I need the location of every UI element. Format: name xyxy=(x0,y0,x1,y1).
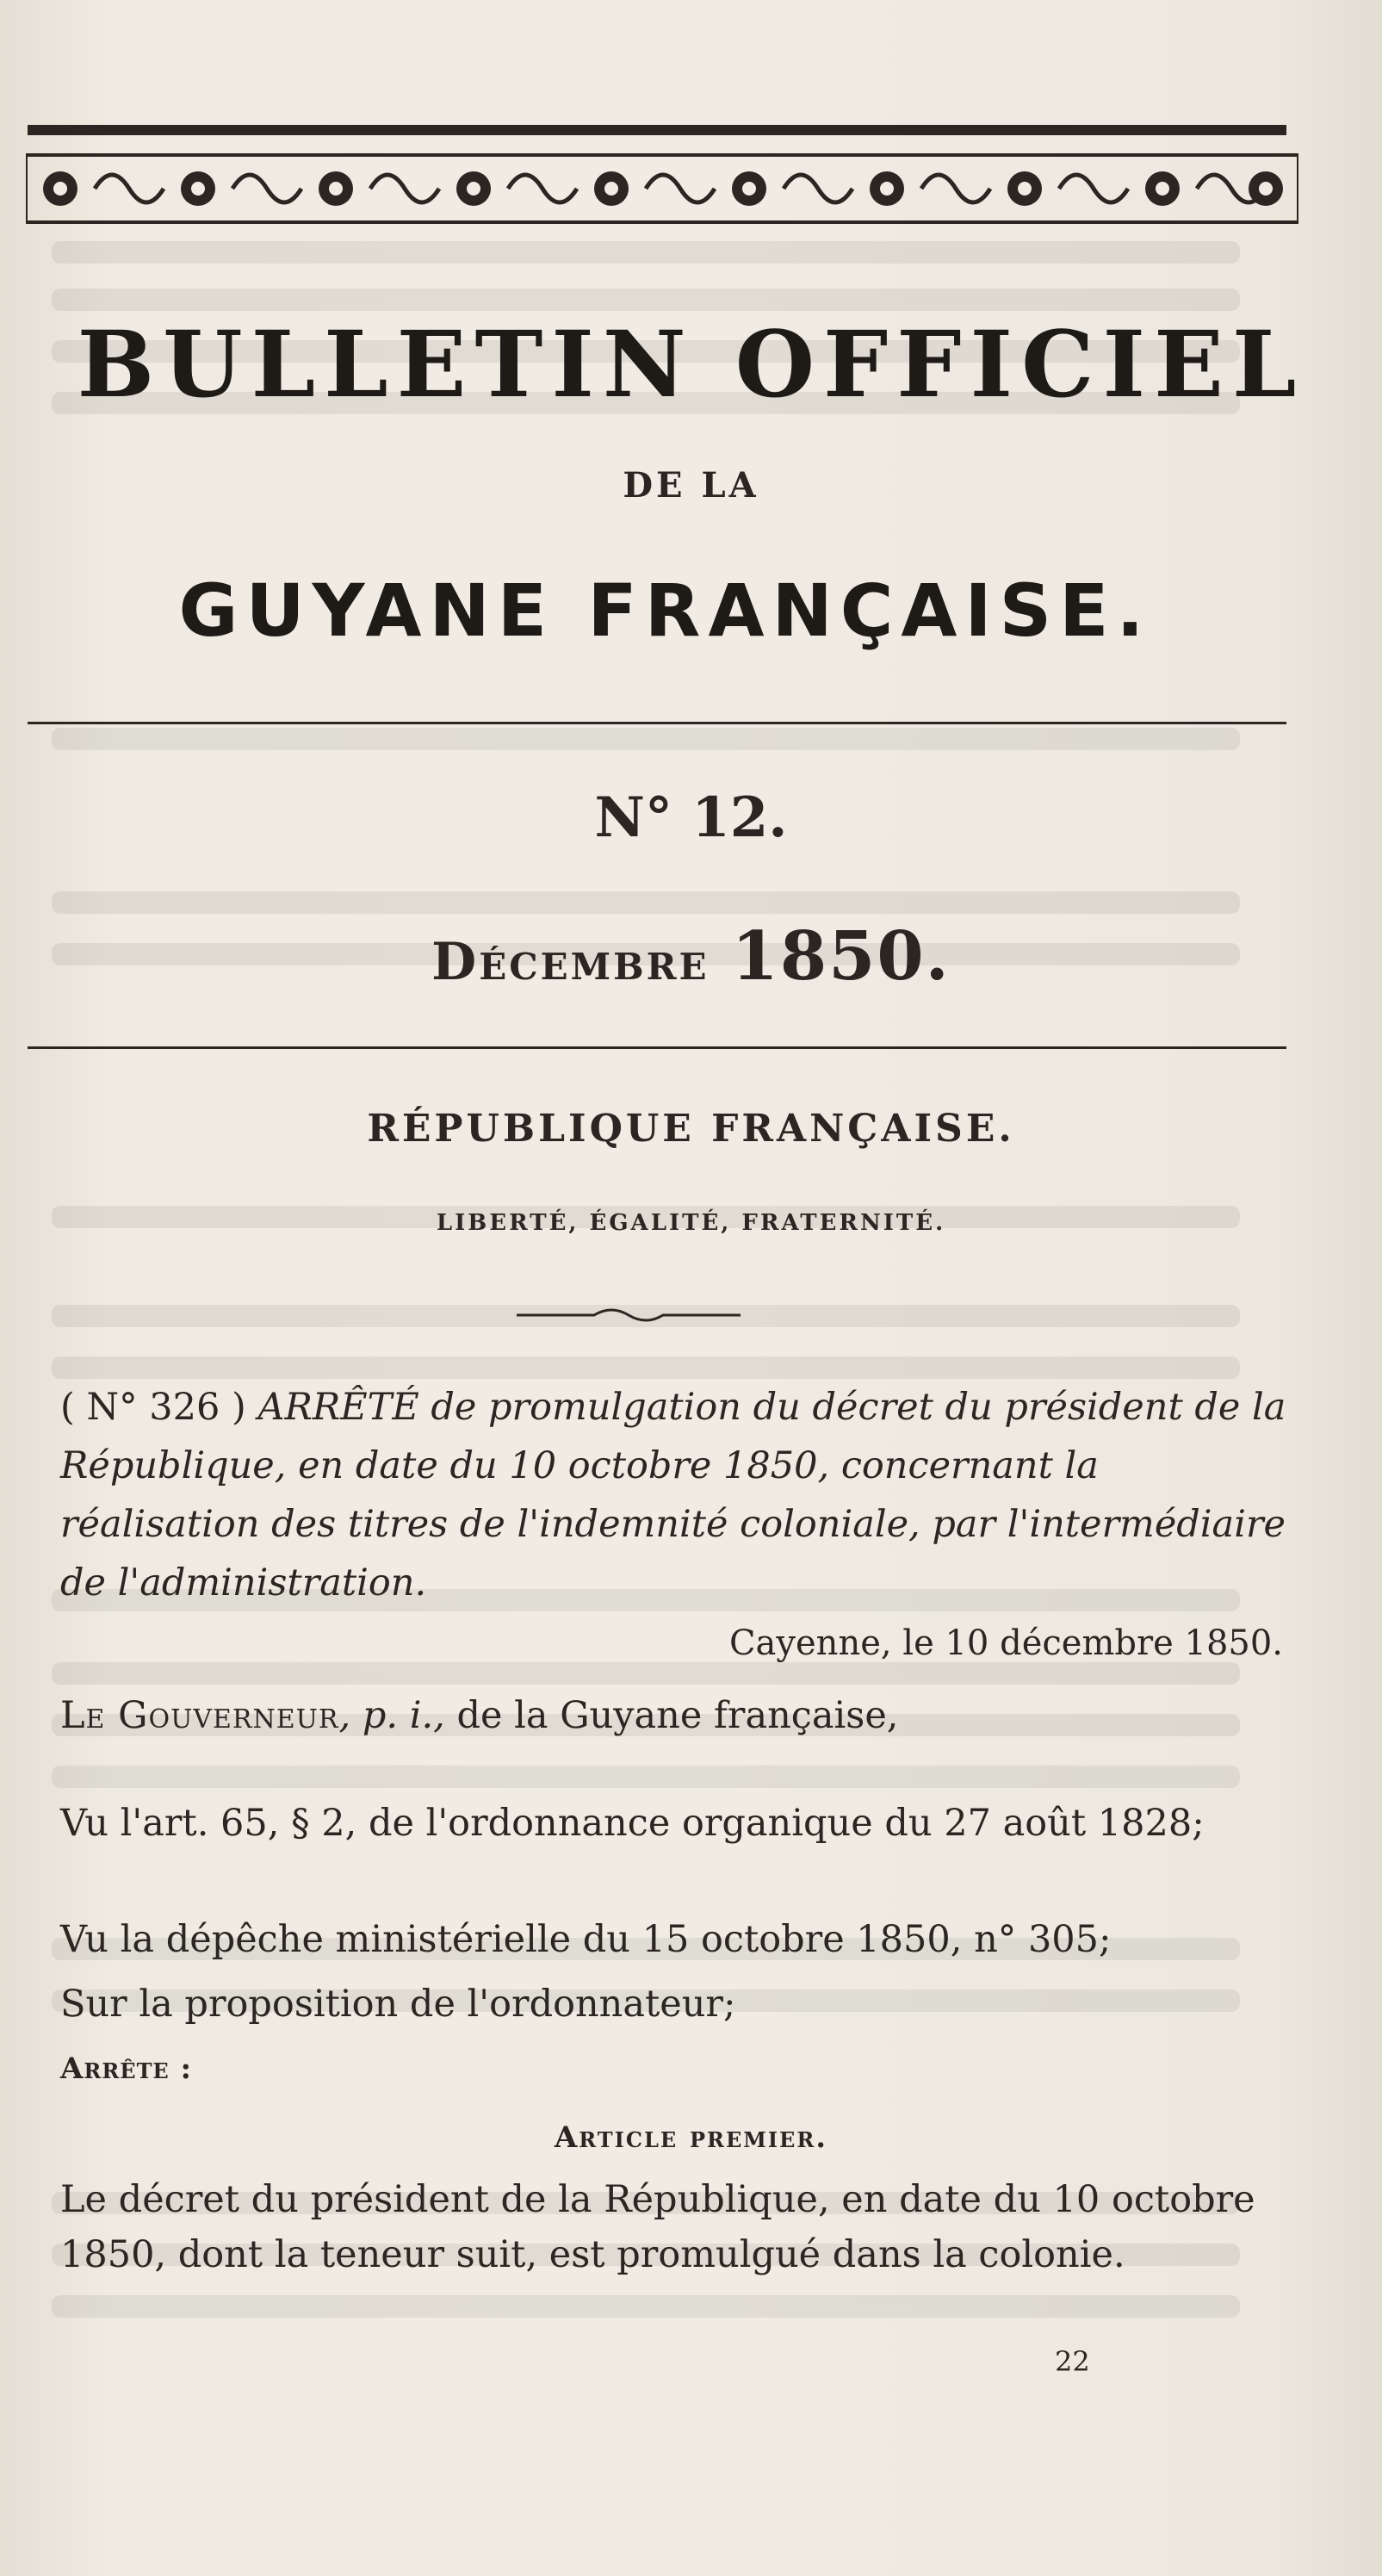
republic-motto: LIBERTÉ, ÉGALITÉ, FRATERNITÉ. xyxy=(436,1210,946,1236)
title-de-la: DE LA xyxy=(623,465,759,506)
governor-line xyxy=(60,1688,1300,1743)
rule-after-date xyxy=(28,1046,1286,1049)
sur-proposition: Sur la proposition de l'ordonnateur; xyxy=(60,1983,736,2026)
decree-heading xyxy=(60,1378,1300,1612)
colony-title: GUYANE FRANÇAISE. xyxy=(178,568,1152,653)
vu-ordonnance: Vu l'art. 65, § 2, de l'ordonnance organique du 27 août 1828; xyxy=(60,1802,1205,1845)
place-date: Cayenne, le 10 décembre 1850. xyxy=(728,1623,1283,1663)
decree-title: ARRÊTÉ de promulgation du décret du président de la République, en date du 10 octobre 1850, concernant la réalisation des titres de l'indemnité coloniale, par l'intermédiaire de l'administration. xyxy=(60,1386,1286,1605)
arrete-label: Arrête : xyxy=(60,2051,193,2086)
issue-month: Décembre xyxy=(431,932,710,992)
governor-pi: , p. i., xyxy=(338,1694,445,1737)
bulletin-title: BULLETIN OFFICIEL xyxy=(77,310,1305,418)
article-text: Le décret du président de la République, en date du 10 octobre 1850, dont la teneur suit, est promulgué dans la colonie. xyxy=(60,2178,1255,2276)
rule-after-title xyxy=(28,722,1286,724)
republic-heading: RÉPUBLIQUE FRANÇAISE. xyxy=(367,1107,1015,1151)
ornamental-border xyxy=(26,153,1298,224)
page-number: 22 xyxy=(1055,2345,1090,2378)
issue-year: 1850. xyxy=(731,917,951,996)
governor-label: Le Gouverneur xyxy=(60,1694,339,1737)
issue-number: N° 12. xyxy=(594,785,788,850)
decree-number: ( N° 326 ) xyxy=(60,1386,246,1429)
top-rule xyxy=(28,125,1286,135)
governor-rest: de la Guyane française, xyxy=(444,1694,899,1737)
vu-depeche: Vu la dépêche ministérielle du 15 octobre 1850, n° 305; xyxy=(60,1918,1112,1961)
decorative-flourish xyxy=(517,1305,741,1325)
issue-date xyxy=(0,917,1382,996)
article-title: Article premier. xyxy=(554,2120,828,2155)
